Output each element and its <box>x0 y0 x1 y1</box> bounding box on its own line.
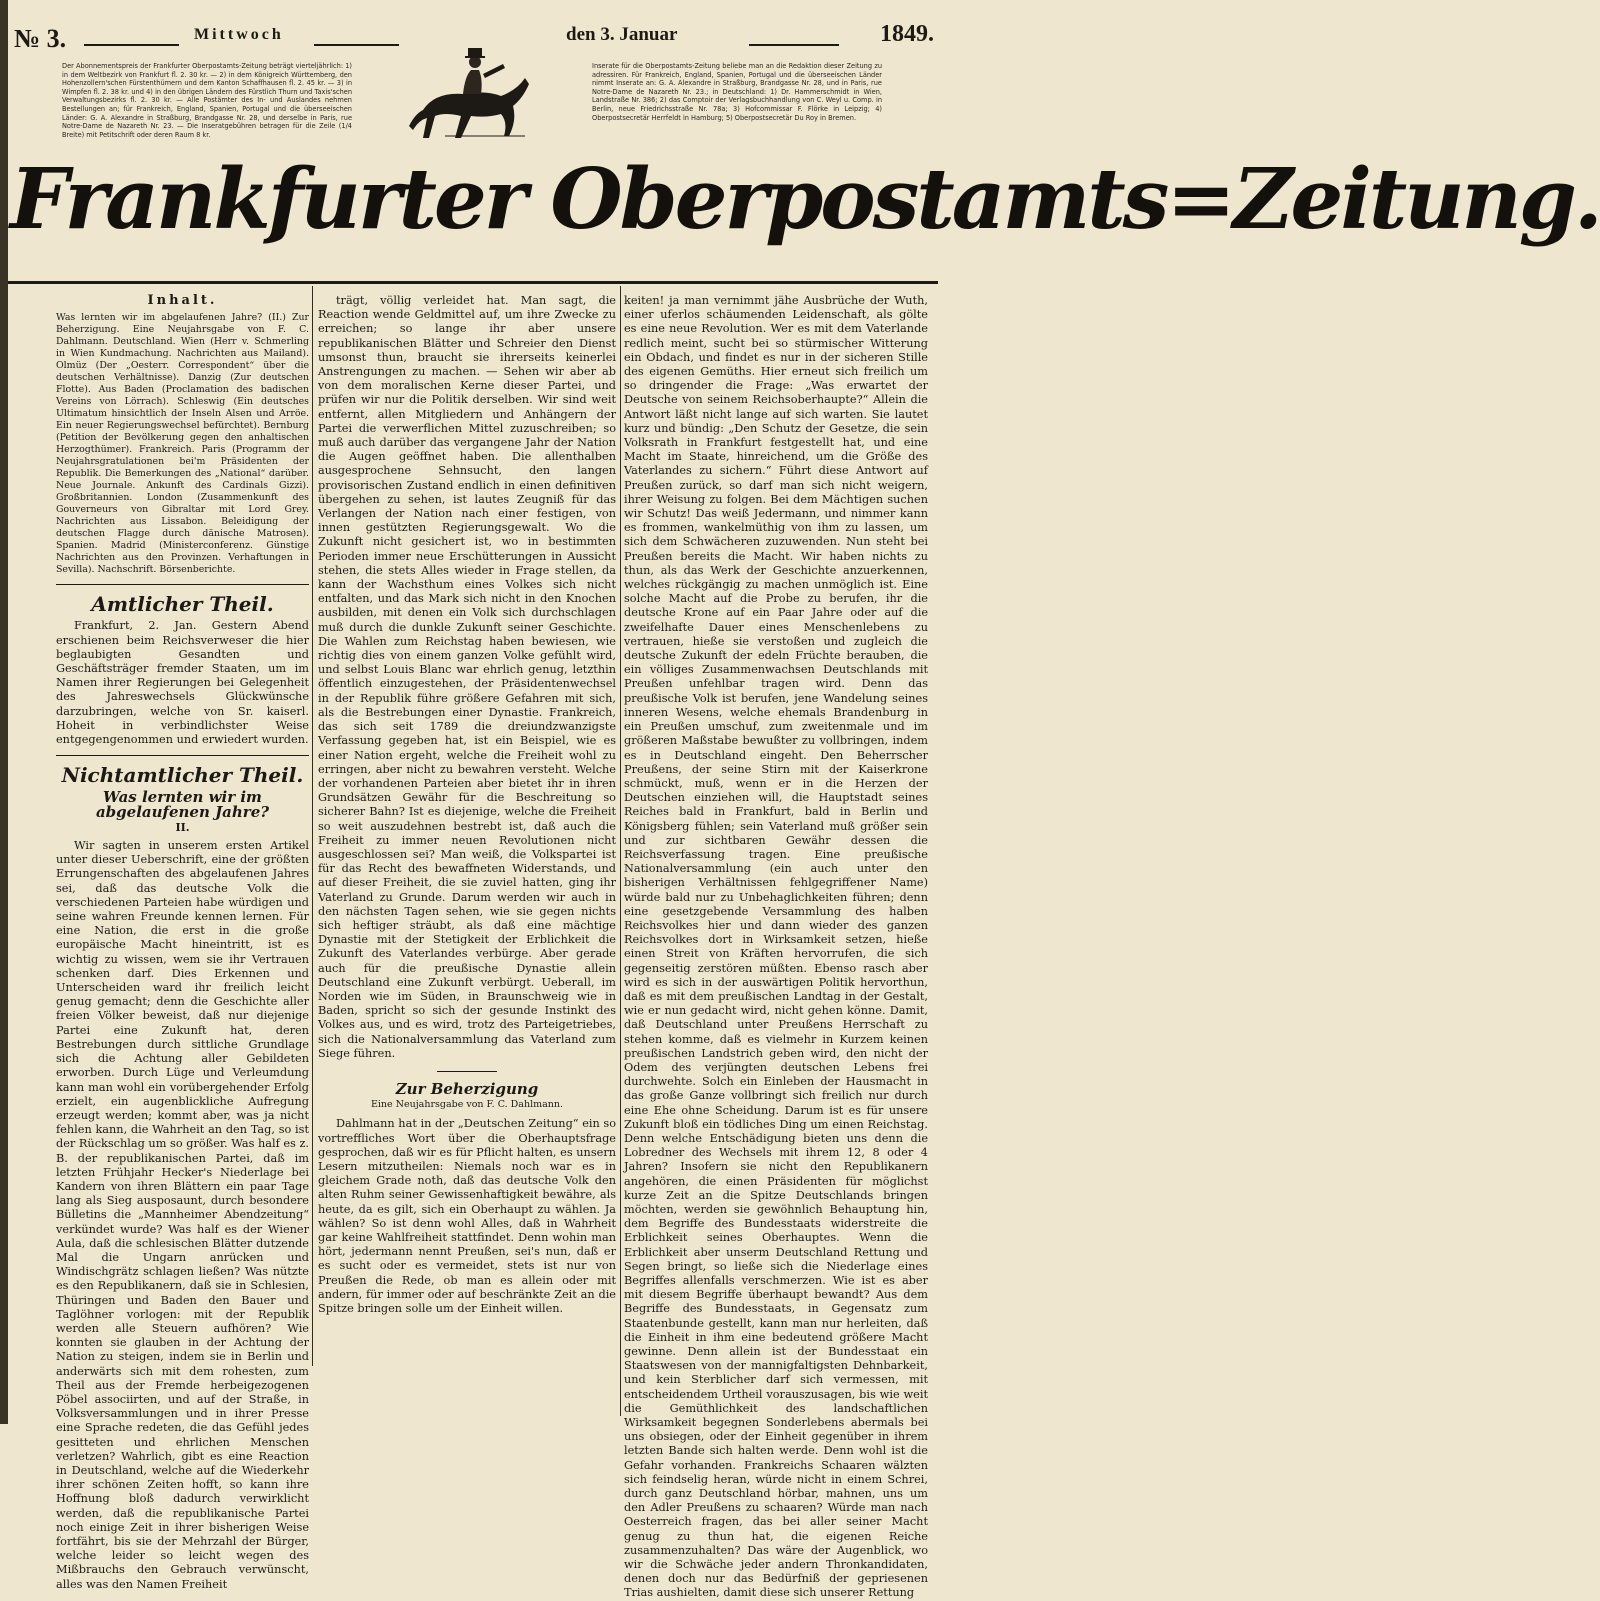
masthead-rule <box>8 281 938 284</box>
article-body: Wir sagten in unserem ersten Artikel unter dieser Ueberschrift, eine der größten Errungenschaften des abgelaufenen Jahres sei, daß das deutsche Volk die verschiedenen Parteien habe würdigen und seine wahren Freunde kennen lernen. Für eine Nation, die erst in die große europäische Macht hineintritt, ist es wichtig zu wissen, wem sie ihr Vertrauen schenken darf. Dies Erkennen und Unterscheiden ward ihr freilich leicht genug gemacht; denn die Geschichte aller freien Völker beweist, daß nur diejenige Partei eine Zukunft hat, deren Bestrebungen durch sittliche Grundlage sich die Achtung aller Gebildeten erworben. Durch Lüge und Verleumdung kann man wohl ein vorübergehender Erfolg erzielt, ein augenblickliche Aufregung erzeugt werden; kommt aber, was ja nicht fehlen kann, die Wahrheit an den Tag, so ist der Rückschlag um so größer. Was half es z. B. der republikanischen Partei, daß im letzten Frühjahr Hecker's Niederlage bei Kandern von ihren Blättern ein paar Tage lang als Sieg ausposaunt, durch besondere Bülletins die „Mannheimer Abendzeitung“ verkündet wurde? Was half es der Wiener Aula, daß die schlesischen Blätter dutzende Mal die Ungarn anrücken und Windischgrätz schlagen ließen? Was nützte es den Republikanern, daß sie in Schlesien, Thüringen und Baden den Bauer und Taglöhner vorlogen: mit der Republik werden alle Steuern aufhören? Wie konnten sie glauben in der Achtung der Nation zu steigen, indem sie in Berlin und anderwärts sich mit dem rohesten, zum Theil aus der Fremde herbeigezogenen Pöbel associirten, und auf der Straße, in Volksversammlungen und in ihrer Presse eine Sprache redeten, die das Gefühl jedes gesitteten und ehrlichen Menschen verletzen? Wahrlich, gibt es eine Reaction in Deutschland, welche auf die Wiederkehr ihrer schönen Zeiten hofft, so kann ihre Hoffnung bloß dadurch verwirklicht werden, daß die republikanische Partei noch einige Zeit in ihrer bisherigen Weise fortfährt, bis sie der Mehrzahl der Bürger, welche leider so leicht wegen des Mißbrauchs den Gebrauch verwünscht, alles was den Namen Freiheit <box>56 839 309 1591</box>
column-1 <box>56 294 309 1592</box>
article-title: Was lernten wir im abgelaufenen Jahre? <box>95 788 270 821</box>
issue-number: № 3. <box>14 24 67 53</box>
post-rider-emblem <box>405 40 535 150</box>
dateline-rule <box>84 44 179 46</box>
column-2 <box>318 294 616 1316</box>
weekday: Mittwoch <box>194 26 284 43</box>
contents-list: Was lernten wir im abgelaufenen Jahre? (II.) Zur Beherzigung. Eine Neujahrsgabe von F. C. Dahlmann. Deutschland. Wien (Herr v. Schmerling in Wien Kundmachung. Nachrichten aus Mailand). Olmüz (Der „Oesterr. Correspondent“ über die deutschen Verhältnisse). Danzig (Zur deutschen Flotte). Aus Baden (Proclamation des badischen Vereins von Lörrach). Schleswig (Ein deutsches Ultimatum hinsichtlich der Inseln Alsen und Arröe. Ein neuer Regierungswechsel befürchtet). Bernburg (Petition der Bevölkerung gegen den anhaltischen Herzogthümer). Frankreich. Paris (Programm der Neujahrsgratulationen bei'm Präsidenten der Republik. Die Bemerkungen des „National“ darüber. Neue Journale. Ankunft des Cardinals Gizzi). Großbritannien. London (Zusammenkunft des Gouverneurs von Gibraltar mit Lord Grey. Nachrichten aus Lissabon. Beleidigung der deutschen Flagge durch dänische Matrosen). Spanien. Madrid (Ministerconferenz. Günstige Nachrichten aus den Provinzen. Verhaftungen in Sevilla). Nachschrift. Börsenberichte. <box>56 312 309 576</box>
divider <box>56 755 309 756</box>
article-subtitle: Eine Neujahrsgabe von F. C. Dahlmann. <box>370 1099 564 1111</box>
contents-heading: Inhalt. <box>147 293 218 308</box>
article-part: II. <box>175 820 190 834</box>
dateline-rule <box>314 44 399 46</box>
nonofficial-section-heading: Nichtamtlicher Theil. <box>61 763 304 788</box>
dateline-rule <box>749 44 839 46</box>
article-body-continued: trägt, völlig verleidet hat. Man sagt, die Reaction wende Geldmittel auf, um ihre Zwecke zu erreichen; so lange ihr aber unsere republikanischen Blätter und Schreier den Dienst umsonst thun, braucht sie ihrerseits keinerlei Anstrengungen zu machen. — Sehen wir aber ab von dem moralischen Kerne dieser Partei, und prüfen wir nur die Politik derselben. Wir sind weit entfernt, allen Mitgliedern und Anhängern der Partei die verwerflichen Mittel zuzuschreiben; so muß auch darüber das vergangene Jahr der Nation die Augen geöffnet haben. Die allenthalben ausgesprochene Sehnsucht, den langen provisorischen Zustand endlich in einen definitiven übergehen zu sehen, ist lautes Zeugniß für das Verlangen der Nation nach einer festigen, von innen gestützten Regierungsgewalt. Wo die Zukunft nicht gesichert ist, wo in bestimmten Perioden immer neue Erschütterungen in Aussicht stehen, die stets Alles wieder in Frage stellen, da kann der Wachsthum eines Volkes sich nicht entfalten, und das Mark sich nicht in den Knochen ausbilden, mit denen ein Volk sich durchschlagen muß durch die dunkle Zukunft seiner Geschichte. Die Wahlen zum Reichstag haben bewiesen, wie richtig dies von einem ganzen Volke gefühlt wird, und selbst Louis Blanc war ehrlich genug, letzthin öffentlich einzugestehen, der Präsidentenwechsel in der Republik führe größere Gefahren mit sich, als die Bestrebungen einer Dynastie. Frankreich, das sich seit 1789 die dreiundzwanzigste Verfassung gegeben hat, ist ein Beispiel, wie es einer Nation ergeht, welche die Freiheit wohl zu erringen, aber nicht zu bewahren versteht. Welche der vorhandenen Parteien aber bietet ihr in ihren Grundsätzen Gewähr für die Beschreitung so sicherer Bahn? Ist es diejenige, welche die Freiheit so weit auszudehnen bestrebt ist, daß auch die Freiheit zu immer neuen Revolutionen nicht ausgeschlossen sei? Man weiß, die Volkspartei ist für das Recht des bewaffneten Widerstands, und auf dieser Freiheit, die sie zuviel hatten, ging ihr Vaterland zu Grunde. Darum werden wir auch in den nächsten Tagen sehen, wie sie gegen nichts sich heftiger sträubt, als daß eine mächtige Dynastie mit der Stetigkeit der Erblichkeit die Zukunft des Vaterlandes verbürge. Aber gerade auch für die preußische Dynastie allein Deutschland eine Zukunft verbürgt. Ueberall, im Norden wie im Süden, in Braunschweig wie in Baden, spricht so sich der gesunde Instinkt des Volkes aus, und es wird, trotz des Parteigetriebes, sich die Nationalversammlung das Vaterland zum Siege führen. <box>318 294 616 1060</box>
official-notice: Frankfurt, 2. Jan. Gestern Abend erschienen beim Reichsverweser die hier beglaubigten Gesandten und Geschäftsträger fremder Staaten, um im Namen ihrer Regierungen bei Gelegenheit des Jahreswechsels Glückwünsche darzubringen, welche von Sr. kaiserl. Hoheit in verbindlichster Weise entgegengenommen und erwiedert wurden. <box>56 619 309 747</box>
advertising-info: Inserate für die Oberpostamts-Zeitung beliebe man an die Redaktion dieser Zeitung zu adressiren. Für Frankreich, England, Spanien, Portugal und die überseeischen Länder nimmt Inserate an: G. A. Alexandre in Straßburg, Brandgasse Nr. 28, und in Paris, rue Notre-Dame de Nazareth Nr. 23.; in Deutschland: 1) Dr. Hammerschmidt in Wien, Landstraße Nr. 386; 2) das Comptoir der Verlagsbuchhandlung von C. Weyl u. Comp. in Berlin, neue Friedrichsstraße Nr. 78a; 3) Hofcommissar F. Flörke in Leipzig; 4) Oberpostsecretär Herrfeldt in Hamburg; 5) Oberpostsecretär Du Roy in Bremen. <box>592 62 882 122</box>
article-title: Zur Beherzigung <box>395 1079 539 1098</box>
column-rule <box>620 286 621 1416</box>
masthead-title: Frankfurter Oberpostamts=Zeitung. <box>10 150 1600 248</box>
issue-date: den 3. Januar <box>566 24 678 45</box>
column-rule <box>312 286 313 1366</box>
divider <box>437 1071 497 1072</box>
issue-year: 1849. <box>880 21 934 47</box>
subscription-info: Der Abonnementspreis der Frankfurter Oberpostamts-Zeitung beträgt vierteljährlich: 1) in dem Weltbezirk von Frankfurt fl. 2. 30 kr. — 2) in dem Königreich Württemberg, den Hohenzollern'schen Fürstenthümern und dem Kanton Schaffhausen fl. 2. 45 kr. — 3) in Wimpfen fl. 2. 38 kr. und 4) in den übrigen Ländern des Fürstlich Thurn und Taxis'schen Verwaltungsbezirks fl. 2. 30 kr. — Alle Postämter des In- und Auslandes nehmen Bestellungen an; für Frankreich, England, Spanien, Portugal und die überseeischen Länder: G. A. Alexandre in Straßburg, Brandgasse Nr. 28, und derselbe in Paris, rue Notre-Dame de Nazareth Nr. 23. — Die Inseratgebühren betragen für die Zeile (1/4 Breite) mit Petitschrift oder deren Raum 8 kr. <box>62 62 352 139</box>
official-section-heading: Amtlicher Theil. <box>91 592 274 617</box>
column-3 <box>624 294 928 1601</box>
divider <box>56 584 309 585</box>
page-binding-edge <box>0 0 8 1424</box>
article-body-continued: keiten! ja man vernimmt jähe Ausbrüche der Wuth, einer uferlos schäumenden Leidenschaft, als gölte es eine neue Revolution. Wer es mit dem Vaterlande redlich meint, sucht bei so stürmischer Witterung ein Obdach, und findet es nur in der sicheren Stille des eigenen Gemüths. Hier erneut sich freilich um so dringender die Frage: „Was erwartet der Deutsche von seinem Reichsoberhaupte?“ Allein die Antwort läßt nicht lange auf sich warten. Sie lautet kurz und bündig: „Den Schutz der Gesetze, die sein Volksrath in Frankfurt festgestellt hat, und eine Macht im Staate, hinreichend, um die Größe des Vaterlandes zu sichern.“ Führt diese Antwort auf Preußen zurück, so darf man sich nicht weigern, ihrer Weisung zu folgen. Bei dem Mächtigen suchen wir Schutz! Das weiß Jedermann, und nimmer kann es frommen, wankelmüthig von ihm zu lassen, um sich dem Schwächeren zuzuwenden. Nun steht bei Preußen bereits die Macht. Wir haben nichts zu thun, als das Werk der Geschichte anzuerkennen, welches rückgängig zu machen unmöglich ist. Eine solche Macht auf die Probe zu berufen, ihr die deutsche Krone auf ein Paar Jahre oder auf die zweifelhafte Dauer eines Menschenlebens zu vertrauen, hieße sie verstoßen und zugleich die deutsche Zukunft der edeln Früchte berauben, die ein völliges Zusammenwachsen Deutschlands mit Preußen unfehlbar tragen wird. Denn das preußische Volk ist berufen, jene Wandelung seines inneren Wesens, welche ehemals Brandenburg in ein Preußen umschuf, zum zweitenmale und im größeren Maßstabe bewußter zu vollbringen, indem es in Deutschland eingeht. Den Beherrscher Preußens, der seine Stirn mit der Kaiserkrone schmückt, muß, wenn er in die Herzen der Deutschen einziehen will, die Hauptstadt seines Reiches bald in Frankfurt, bald in Berlin und Königsberg fühlen; sein Vaterland muß größer sein und zur sichtbaren Gewähr dessen die Reichsverfassung tragen. Eine preußische Nationalversammlung (ein auch unter den bisherigen Verhältnissen fehlgegriffener Name) würde bald nur zu Unbehaglichkeiten führen; denn eine gesetzgebende Versammlung des halben Reichsvolkes hier und dann wieder des ganzen Reichsvolkes dort in Wirksamkeit setzen, hieße einen Streit von Kräften hervorrufen, die sich gegenseitig zerstören müßten. Ebenso rasch aber wird es sich in der auswärtigen Politik hervorthun, daß es mit dem preußischen Landtag in der Gestalt, wie er nun gedacht wird, nicht gehen könne. Damit, daß Deutschland unter Preußens Herrschaft zu stehen komme, daß es vielmehr in Kurzem keinen preußischen Landstrich geben wird, den nicht der Odem des verjüngten deutschen Lebens frei durchwehte. Solch ein Einleben der Hausmacht in das große Ganze vollbringt sich freilich nur durch eine Ehe ohne Scheidung. Darum ist es für unsere Zukunft bloß ein tödliches Ding um einen Reichstag. Denn welche Entschädigung bieten uns denn die Lobredner des Wechsels mit ihrem 12, 8 oder 4 Jahren? Insofern sie nicht den Republikanern angehören, die einen Präsidenten für möglichst kurze Zeit an die Spitze Deutschlands bringen möchten, werden sie gewöhnlich Behauptung hin, dem Begriffe des Bundesstaats widerstreite die Erblichkeit seines Oberhauptes. Wenn die Erblichkeit aber unserm Deutschland Rettung und Segen bringt, so ließe sich die Niederlage eines Begriffes allenfalls verschmerzen. Wie ist es aber mit diesem Begriffe überhaupt bewandt? Aus dem Begriffe des Bundesstaats, in Gegensatz zum Staatenbunde gestellt, kann man nur herleiten, daß die Einheit in ihm eine bedeutend größere Macht gewinne. Denn allein ist der Bundesstaat ein Staatswesen von der mannigfaltigsten Dehnbarkeit, und kein Sterblicher darf sich vermessen, mit entscheidendem Urtheil vorauszusagen, bis wie weit die Gemüthlichkeit des landschaftlichen Wirksamkeit begegnen Sonderlebens abermals bei uns obsiegen, oder der Einheit gegenüber in ihrem letzten Bande sich halten werde. Denn wohl ist die Gefahr vorhanden. Frankreichs Schaaren wälzten sich feindselig heran, würde nicht in einem Schrei, durch ganz Deutschland hörbar, mahnen, uns um den Adler Preußens zu schaaren? Würde man nach Oesterreich fragen, das bei aller seiner Macht genug zu thun hat, die eigenen Reiche zusammenzuhalten? Das wäre der Augenblick, wo wir die Schwäche jeder andern Thronkandidaten, denen doch nur das Bedürfniß der gepriesenen Trias aushielten, damit diese sich unserer Rettung <box>624 294 928 1600</box>
article-body: Dahlmann hat in der „Deutschen Zeitung“ ein so vortreffliches Wort über die Oberhauptsfrage gesprochen, daß wir es für Pflicht halten, es unsern Lesern mitzutheilen: Niemals noch war es in gleichem Grade noth, daß das deutsche Volk den alten Ruhm seiner Gewissenhaftigkeit bewähre, als heute, da es gilt, sich ein Oberhaupt zu wählen. Ja wählen? So ist denn wohl Alles, daß in Wahrheit gar keine Wahlfreiheit stattfindet. Denn wohin man hört, jedermann nennt Preußen, sei's nun, daß er es sucht oder es vermeidet, stets ist nur von Preußen die Rede, ob man es allein oder mit andern, für immer oder auf beschränkte Zeit an die Spitze bringen solle um der Einheit willen. <box>318 1117 616 1316</box>
